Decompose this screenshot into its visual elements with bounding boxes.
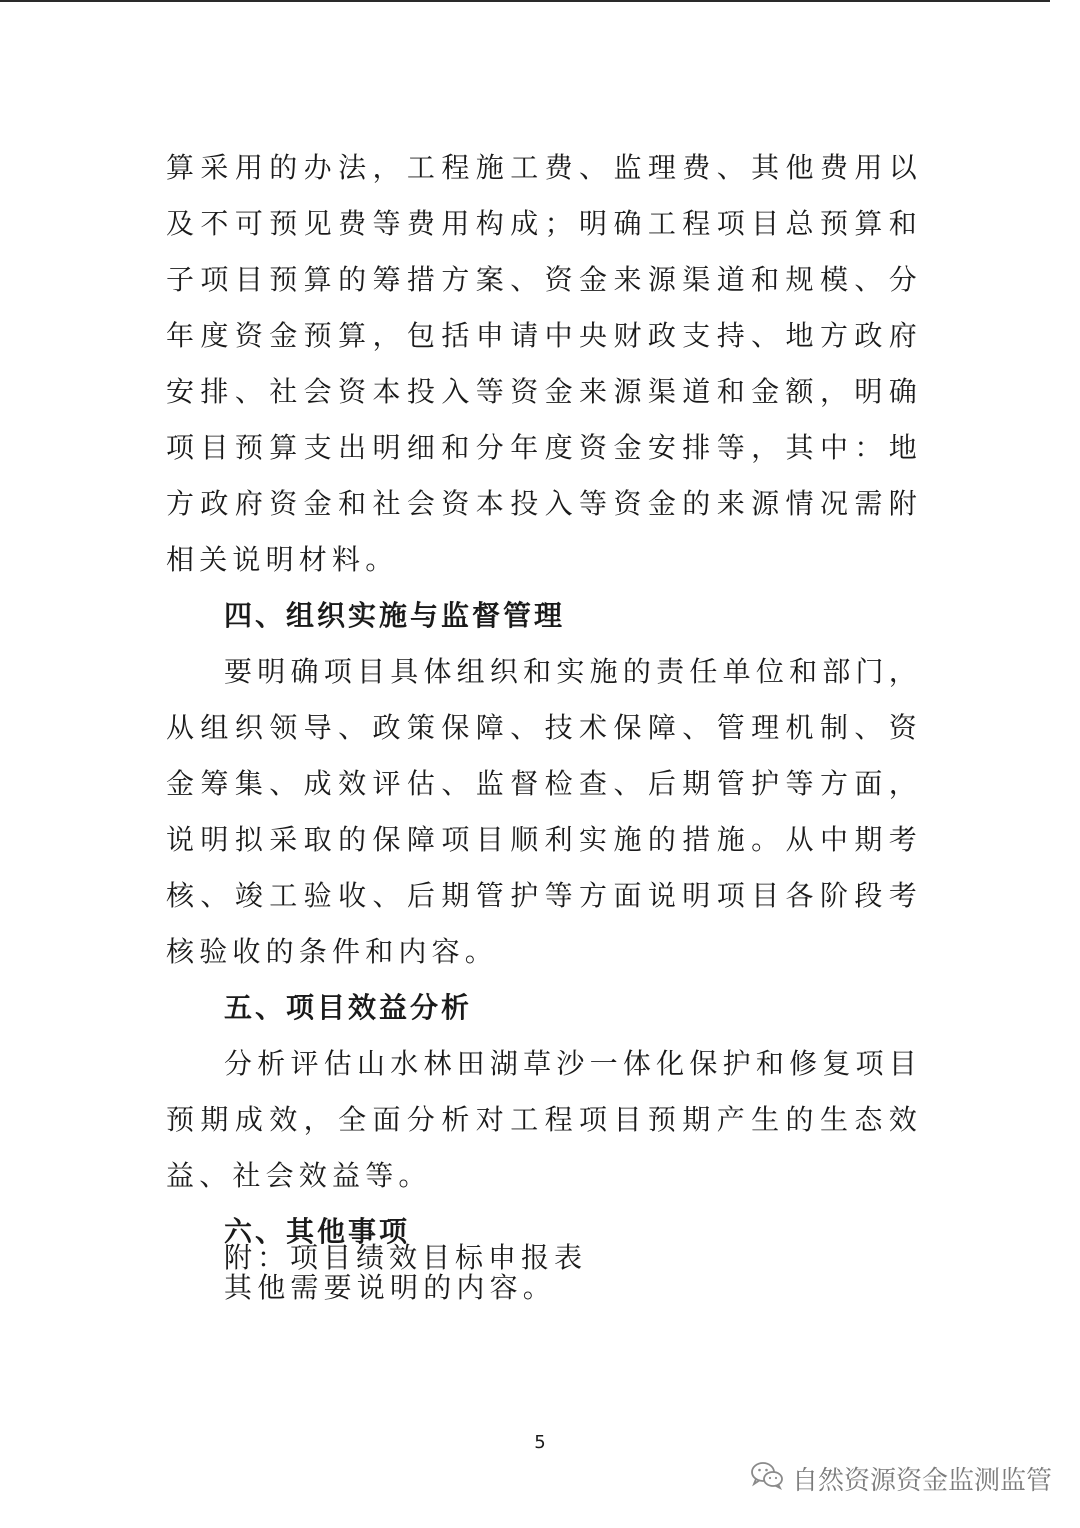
page-number: 5 (534, 1432, 546, 1453)
wechat-icon (750, 1460, 784, 1497)
section-heading-5: 五、项目效益分析 (224, 991, 473, 1024)
section-body-6: 其他需要说明的内容。 (224, 1271, 557, 1304)
top-rule (0, 0, 1050, 2)
section-body-4: 要明确项目具体组织和实施的责任单位和部门，从组织领导、政策保障、技术保障、管理机制、资金筹集、成效评估、监督检查、后期管护等方面，说明拟采取的保障项目顺利实施的措施。从中期考核、竣工验收、后期管护等方面说明项目各阶段考核验收的条件和内容。 (166, 655, 922, 968)
section-body-5: 分析评估山水林田湖草沙一体化保护和修复项目预期成效，全面分析对工程项目预期产生的生态效益、社会效益等。 (166, 1047, 922, 1192)
section-heading-4: 四、组织实施与监督管理 (224, 599, 566, 632)
attachment-note: 附：项目绩效目标申报表 (224, 1241, 588, 1274)
document-body (166, 140, 922, 1316)
watermark (750, 1458, 1052, 1498)
paragraph-continued: 算采用的办法，工程施工费、监理费、其他费用以及不可预见费等费用构成；明确工程项目总预算和子项目预算的筹措方案、资金来源渠道和规模、分年度资金预算，包括申请中央财政支持、地方政府安排、社会资本投入等资金来源渠道和金额，明确项目预算支出明细和分年度资金安排等，其中：地方政府资金和社会资本投入等资金的来源情况需附相关说明材料。 (166, 151, 922, 576)
watermark-text: 自然资源资金监测监管 (791, 1465, 1052, 1496)
section-heading-6: 六、其他事项 (224, 1215, 411, 1248)
